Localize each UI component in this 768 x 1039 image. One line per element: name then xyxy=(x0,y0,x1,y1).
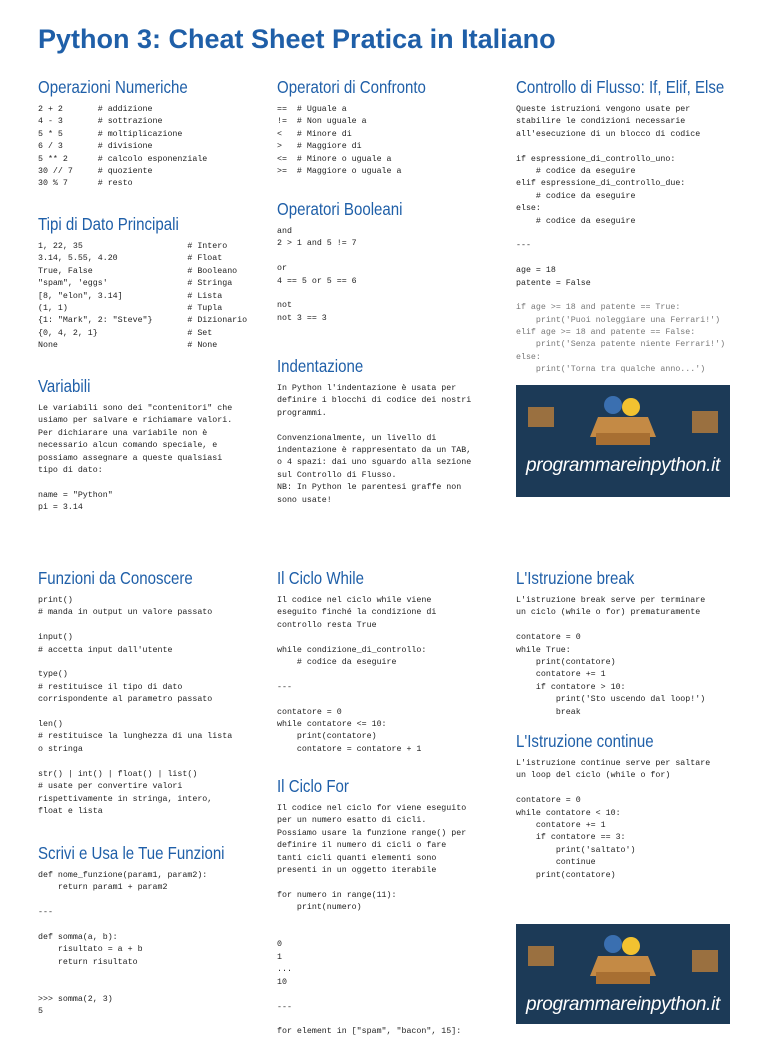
section-operatori-booleani xyxy=(277,199,495,325)
section-operatori-confronto xyxy=(277,77,495,178)
section-heading: Tipi di Dato Principali xyxy=(38,214,179,234)
section-heading: Operatori Booleani xyxy=(277,199,403,219)
section-istruzione-break xyxy=(516,568,734,719)
section-heading: Operazioni Numeriche xyxy=(38,77,188,97)
section-variabili xyxy=(38,376,256,515)
section-heading: Scrivi e Usa le Tue Funzioni xyxy=(38,843,225,863)
section-heading: Il Ciclo For xyxy=(277,776,349,796)
code-block: Il codice nel ciclo while viene eseguito finché la condizione di controllo resta True while condizione_di_controllo: # codice da eseguire --- contatore = 0 while contatore <= 10: print(contatore) contatore = contatore + 1 xyxy=(277,596,437,754)
page-title: Python 3: Cheat Sheet Pratica in Italiano xyxy=(38,24,556,54)
section-ciclo-while xyxy=(277,568,495,756)
logo-text: programmareinpython.it xyxy=(525,455,721,476)
section-heading: Funzioni da Conoscere xyxy=(38,568,193,588)
code-block: print() # manda in output un valore passato input() # accetta input dall'utente type() # restituisce il tipo di dato corrispondente al parametro passato len() # restituisce la lunghezza di una lista o stringa str() | int() | float() | list() # usate per convertire valori rispettivamente in stringa, intero, float e lista xyxy=(38,596,233,816)
section-operazioni-numeriche xyxy=(38,77,256,191)
python-box-logo-icon xyxy=(516,385,730,497)
code-block: Queste istruzioni vengono usate per stabilire le condizioni necessarie all'esecuzione di un blocco di codice if espressione_di_controllo_uno: # codice da eseguire elif espressione_di_controllo_due: # codice da eseguire else: # codice da eseguire --- age = 18 patente = False xyxy=(516,105,701,288)
logo-text: programmareinpython.it xyxy=(525,994,721,1015)
section-heading: Indentazione xyxy=(277,356,364,376)
section-heading: Operatori di Confronto xyxy=(277,77,426,97)
code-block: == # Uguale a != # Non uguale a < # Minore di > # Maggiore di <= # Minore o uguale a >= # Maggiore o uguale a xyxy=(277,105,402,177)
section-tipi-di-dato xyxy=(38,214,256,353)
code-block: and 2 > 1 and 5 != 7 or 4 == 5 or 5 == 6 not not 3 == 3 xyxy=(277,227,357,323)
code-block-example: if age >= 18 and patente == True: print('Puoi noleggiare una Ferrari!') elif age >= 18 and patente == False: print('Senza patente niente Ferrari!') else: print('Torna tra qualche anno...') xyxy=(516,303,726,375)
code-block: 1, 22, 35 # Intero 3.14, 5.55, 4.20 # Float True, False # Booleano "spam", 'eggs' # Stringa [8, "elon", 3.14] # Lista (1, 1) # Tupla {1: "Mark", 2: "Steve"} # Dizionario {0, 4, 2, 1} # Set None # None xyxy=(38,242,248,351)
section-scrivi-funzioni xyxy=(38,843,256,1019)
section-controllo-flusso xyxy=(516,77,734,377)
code-block: Il codice nel ciclo for viene eseguito per un numero esatto di cicli. Possiamo usare la funzione range() per definire il numero di cicli o fare tanti cicli quanti elementi sono presenti in un oggetto iterabile for numero in range(11): print(numero) 0 1 ... 10 --- for element in ["spam", "bacon", 15]: xyxy=(277,804,467,1037)
code-block: L'istruzione break serve per terminare un ciclo (while o for) prematuramente contatore = 0 while True: print(contatore) contatore += 1 if contatore > 10: print('Sto uscendo dal loop!') break xyxy=(516,596,706,717)
section-istruzione-continue xyxy=(516,731,734,882)
section-heading: L'Istruzione break xyxy=(516,568,635,588)
logo-banner-bottom xyxy=(516,924,730,1024)
section-heading: L'Istruzione continue xyxy=(516,731,654,751)
section-heading: Variabili xyxy=(38,376,91,396)
section-ciclo-for xyxy=(277,776,495,1039)
section-indentazione xyxy=(277,356,495,507)
code-block: def nome_funzione(param1, param2): return param1 + param2 --- def somma(a, b): risultato = a + b return risultato >>> somma(2, 3) 5 xyxy=(38,871,208,1017)
section-heading: Il Ciclo While xyxy=(277,568,364,588)
section-heading: Controllo di Flusso: If, Elif, Else xyxy=(516,77,725,97)
logo-banner xyxy=(516,385,730,497)
code-block: L'istruzione continue serve per saltare un loop del ciclo (while o for) contatore = 0 while contatore < 10: contatore += 1 if contatore == 3: print('saltato') continue print(contatore) xyxy=(516,759,711,880)
code-block: In Python l'indentazione è usata per definire i blocchi di codice dei nostri programmi. Convenzionalmente, un livello di indentazione è rappresentato da un TAB, o 4 spazi: dai uno sguardo alla sezione sul Controllo di Flusso. NB: In Python le parentesi graffe non sono usate! xyxy=(277,384,472,505)
section-funzioni-da-conoscere xyxy=(38,568,256,818)
code-block: Le variabili sono dei "contenitori" che usiamo per salvare e richiamare valori. Per dichiarare una variabile non è necessario alcun comando speciale, e possiamo assegnare a queste qualsiasi tipo di dato: name = "Python" pi = 3.14 xyxy=(38,404,233,513)
code-block: 2 + 2 # addizione 4 - 3 # sottrazione 5 * 5 # moltiplicazione 6 / 3 # divisione 5 ** 2 # calcolo esponenziale 30 // 7 # quoziente 30 % 7 # resto xyxy=(38,105,208,189)
